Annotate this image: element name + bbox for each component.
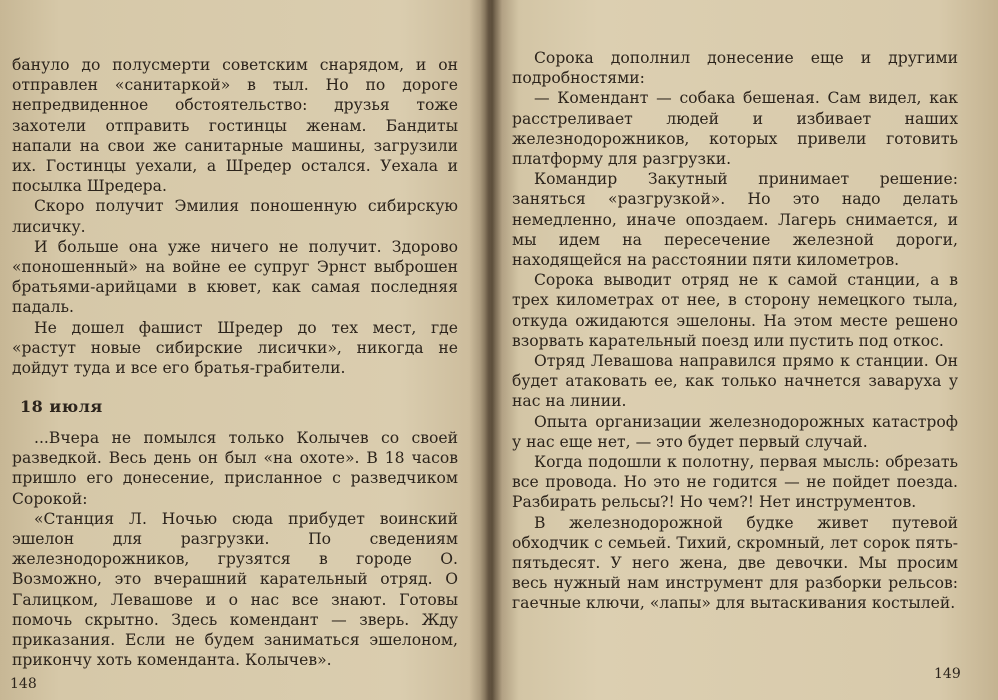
paragraph: Сорока дополнил донесение еще и другими подробностями: — [512, 49, 958, 88]
paragraph: ...Вчера не помылся только Колычев со своей разведкой. Весь день он был «на охоте». В 18 часов пришло его донесение, присланное с разведчиком Сорокой: — [12, 429, 458, 508]
page-number-left: 148 — [10, 676, 37, 692]
paragraph: Не дошел фашист Шредер до тех мест, где «растут новые сибирские лисички», никогда не дойдут туда и все его братья-грабители. — [12, 318, 458, 378]
book-gutter — [480, 0, 502, 700]
paragraph: Когда подошли к полотну, первая мысль: обрезать все провода. Но это не годится — не пойдет поезда. Разбирать рельсы?! Но чем?! Нет инструментов. — [512, 453, 958, 512]
paragraph: бануло до полусмерти советским снарядом, и он отправлен «санитаркой» в тыл. Но по дороге непредвиденное обстоятельство: друзья тоже захотели отправить гостинцы женам. Бандиты напали на свои же санитарные машины, загрузили их. Гостинцы уехали, а Шредер остался. Уехала и посылка Шредера. — [12, 56, 458, 196]
paragraph: Отряд Левашова направился прямо к станции. Он будет атаковать ее, как только начнется заваруха у нас на линии. — [512, 352, 958, 411]
right-page-text — [512, 48, 958, 614]
right-page — [500, 0, 998, 700]
paragraph: И больше она уже ничего не получит. Здорово «поношенный» на войне ее супруг Эрнст выброшен братьями-арийцами в кювет, как самая последняя падаль. — [12, 237, 458, 317]
left-page-top-text — [12, 55, 458, 378]
paragraph: Опыта организации железнодорожных катастроф у нас еще нет, — это будет первый случай. — [512, 412, 958, 451]
paragraph: В железнодорожной будке живет путевой обходчик с семьей. Тихий, скромный, лет сорок пять-пятьдесят. У него жена, две девочки. Мы просим весь нужный нам инструмент для разборки рельсов: гаечные ключи, «лапы» для вытаскивания костылей. — [512, 513, 958, 613]
paragraph: «Станция Л. Ночью сюда прибудет воинский эшелон для разгрузки. По сведениям железнодорожников, грузятся в городе О. Возможно, это вчерашний карательный отряд. О Галицком, Левашове и о нас все знают. Готовы помочь скрытно. Здесь комендант — зверь. Жду приказания. Если не будем заниматься эшелоном, прикончу хоть коменданта. Колычев». — [12, 509, 458, 670]
paragraph: — Комендант — собака бешеная. Сам видел, как расстреливает людей и избивает наших железнодорожников, которых привели готовить платформу для разгрузки. — [512, 89, 958, 169]
left-page-bottom-text — [12, 428, 458, 670]
paragraph: Командир Закутный принимает решение: заняться «разгрузкой». Но это надо делать немедленно, иначе опоздаем. Лагерь снимается, и мы идем на пересечение железной дороги, находящейся на расстоянии пяти километров. — [512, 170, 958, 270]
paragraph: Скоро получит Эмилия поношенную сибирскую лисичку. — [12, 197, 458, 236]
left-page — [0, 0, 480, 700]
paragraph: Сорока выводит отряд не к самой станции, а в трех километрах от нее, в сторону немецкого тыла, откуда ожидаются эшелоны. На этом месте решено взорвать карательный поезд или пустить под откос. — [512, 271, 958, 350]
date-heading: 18 июля — [20, 397, 103, 416]
page-number-right: 149 — [934, 666, 961, 682]
